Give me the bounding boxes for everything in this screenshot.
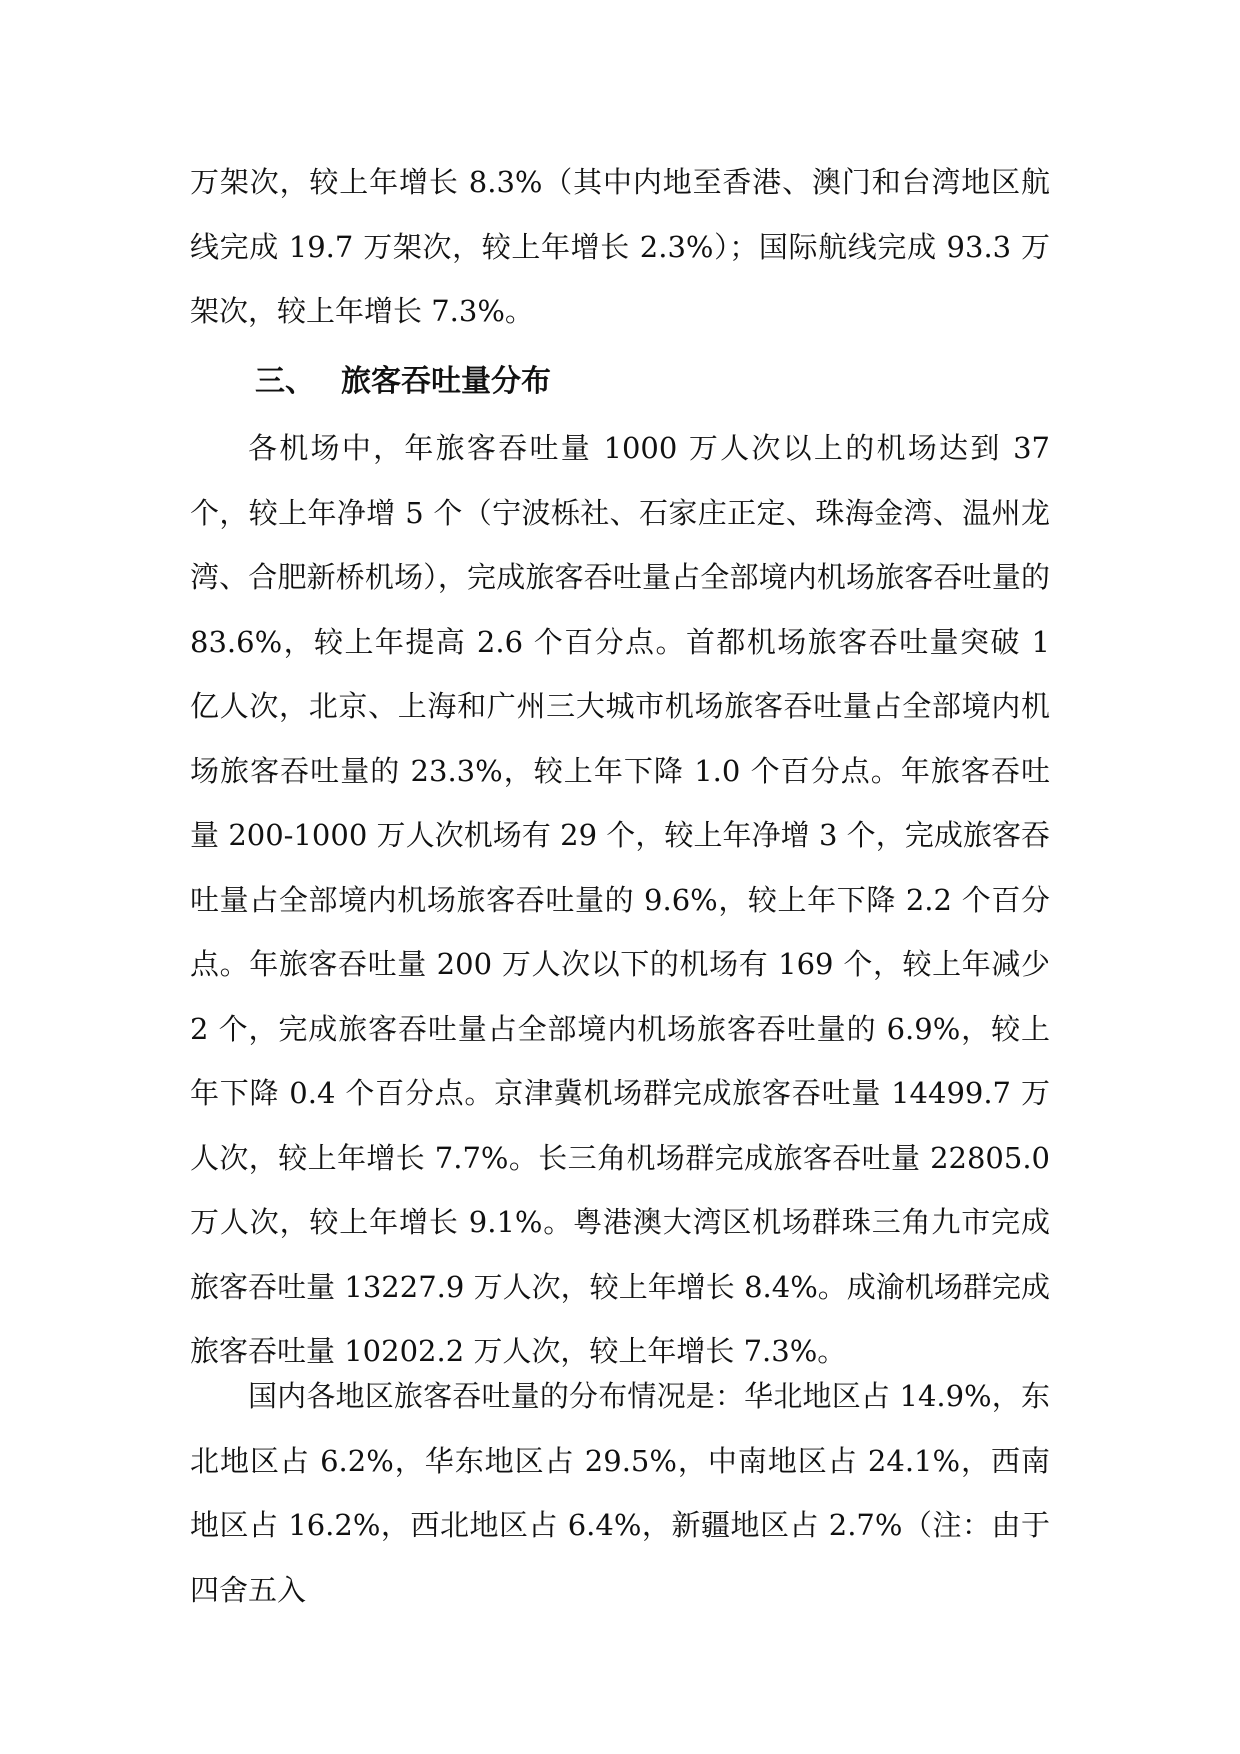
section-number: 三、	[255, 364, 315, 399]
section-heading	[255, 352, 551, 412]
paragraph-regional-distribution: 国内各地区旅客吞吐量的分布情况是：华北地区占 14.9%，东北地区占 6.2%，华东地区占 29.5%，中南地区占 24.1%，西南地区占 16.2%，西北地区占 6.4%，新疆地区占 2.7%（注：由于四舍五入	[190, 1379, 1050, 1607]
paragraph-airport-throughput: 各机场中，年旅客吞吐量 1000 万人次以上的机场达到 37 个，较上年净增 5 个（宁波栎社、石家庄正定、珠海金湾、温州龙湾、合肥新桥机场），完成旅客吞吐量占全部境内机场旅客吞吐量的 83.6%，较上年提高 2.6 个百分点。首都机场旅客吞吐量突破 1 亿人次，北京、上海和广州三大城市机场旅客吞吐量占全部境内机场旅客吞吐量的 23.3%，较上年下降 1.0 个百分点。年旅客吞吐量 200-1000 万人次机场有 29 个，较上年净增 3 个，完成旅客吞吐量占全部境内机场旅客吞吐量的 9.6%，较上年下降 2.2 个百分点。年旅客吞吐量 200 万人次以下的机场有 169 个，较上年减少 2 个，完成旅客吞吐量占全部境内机场旅客吞吐量的 6.9%，较上年下降 0.4 个百分点。京津冀机场群完成旅客吞吐量 14499.7 万人次，较上年增长 7.7%。长三角机场群完成旅客吞吐量 22805.0 万人次，较上年增长 9.1%。粤港澳大湾区机场群珠三角九市完成旅客吞吐量 13227.9 万人次，较上年增长 8.4%。成渝机场群完成旅客吞吐量 10202.2 万人次，较上年增长 7.3%。	[190, 431, 1050, 1368]
paragraph-flight-movements-continuation: 万架次，较上年增长 8.3%（其中内地至香港、澳门和台湾地区航线完成 19.7 万架次，较上年增长 2.3%）；国际航线完成 93.3 万架次，较上年增长 7.3%。	[190, 165, 1050, 328]
section-title: 旅客吞吐量分布	[341, 364, 551, 399]
